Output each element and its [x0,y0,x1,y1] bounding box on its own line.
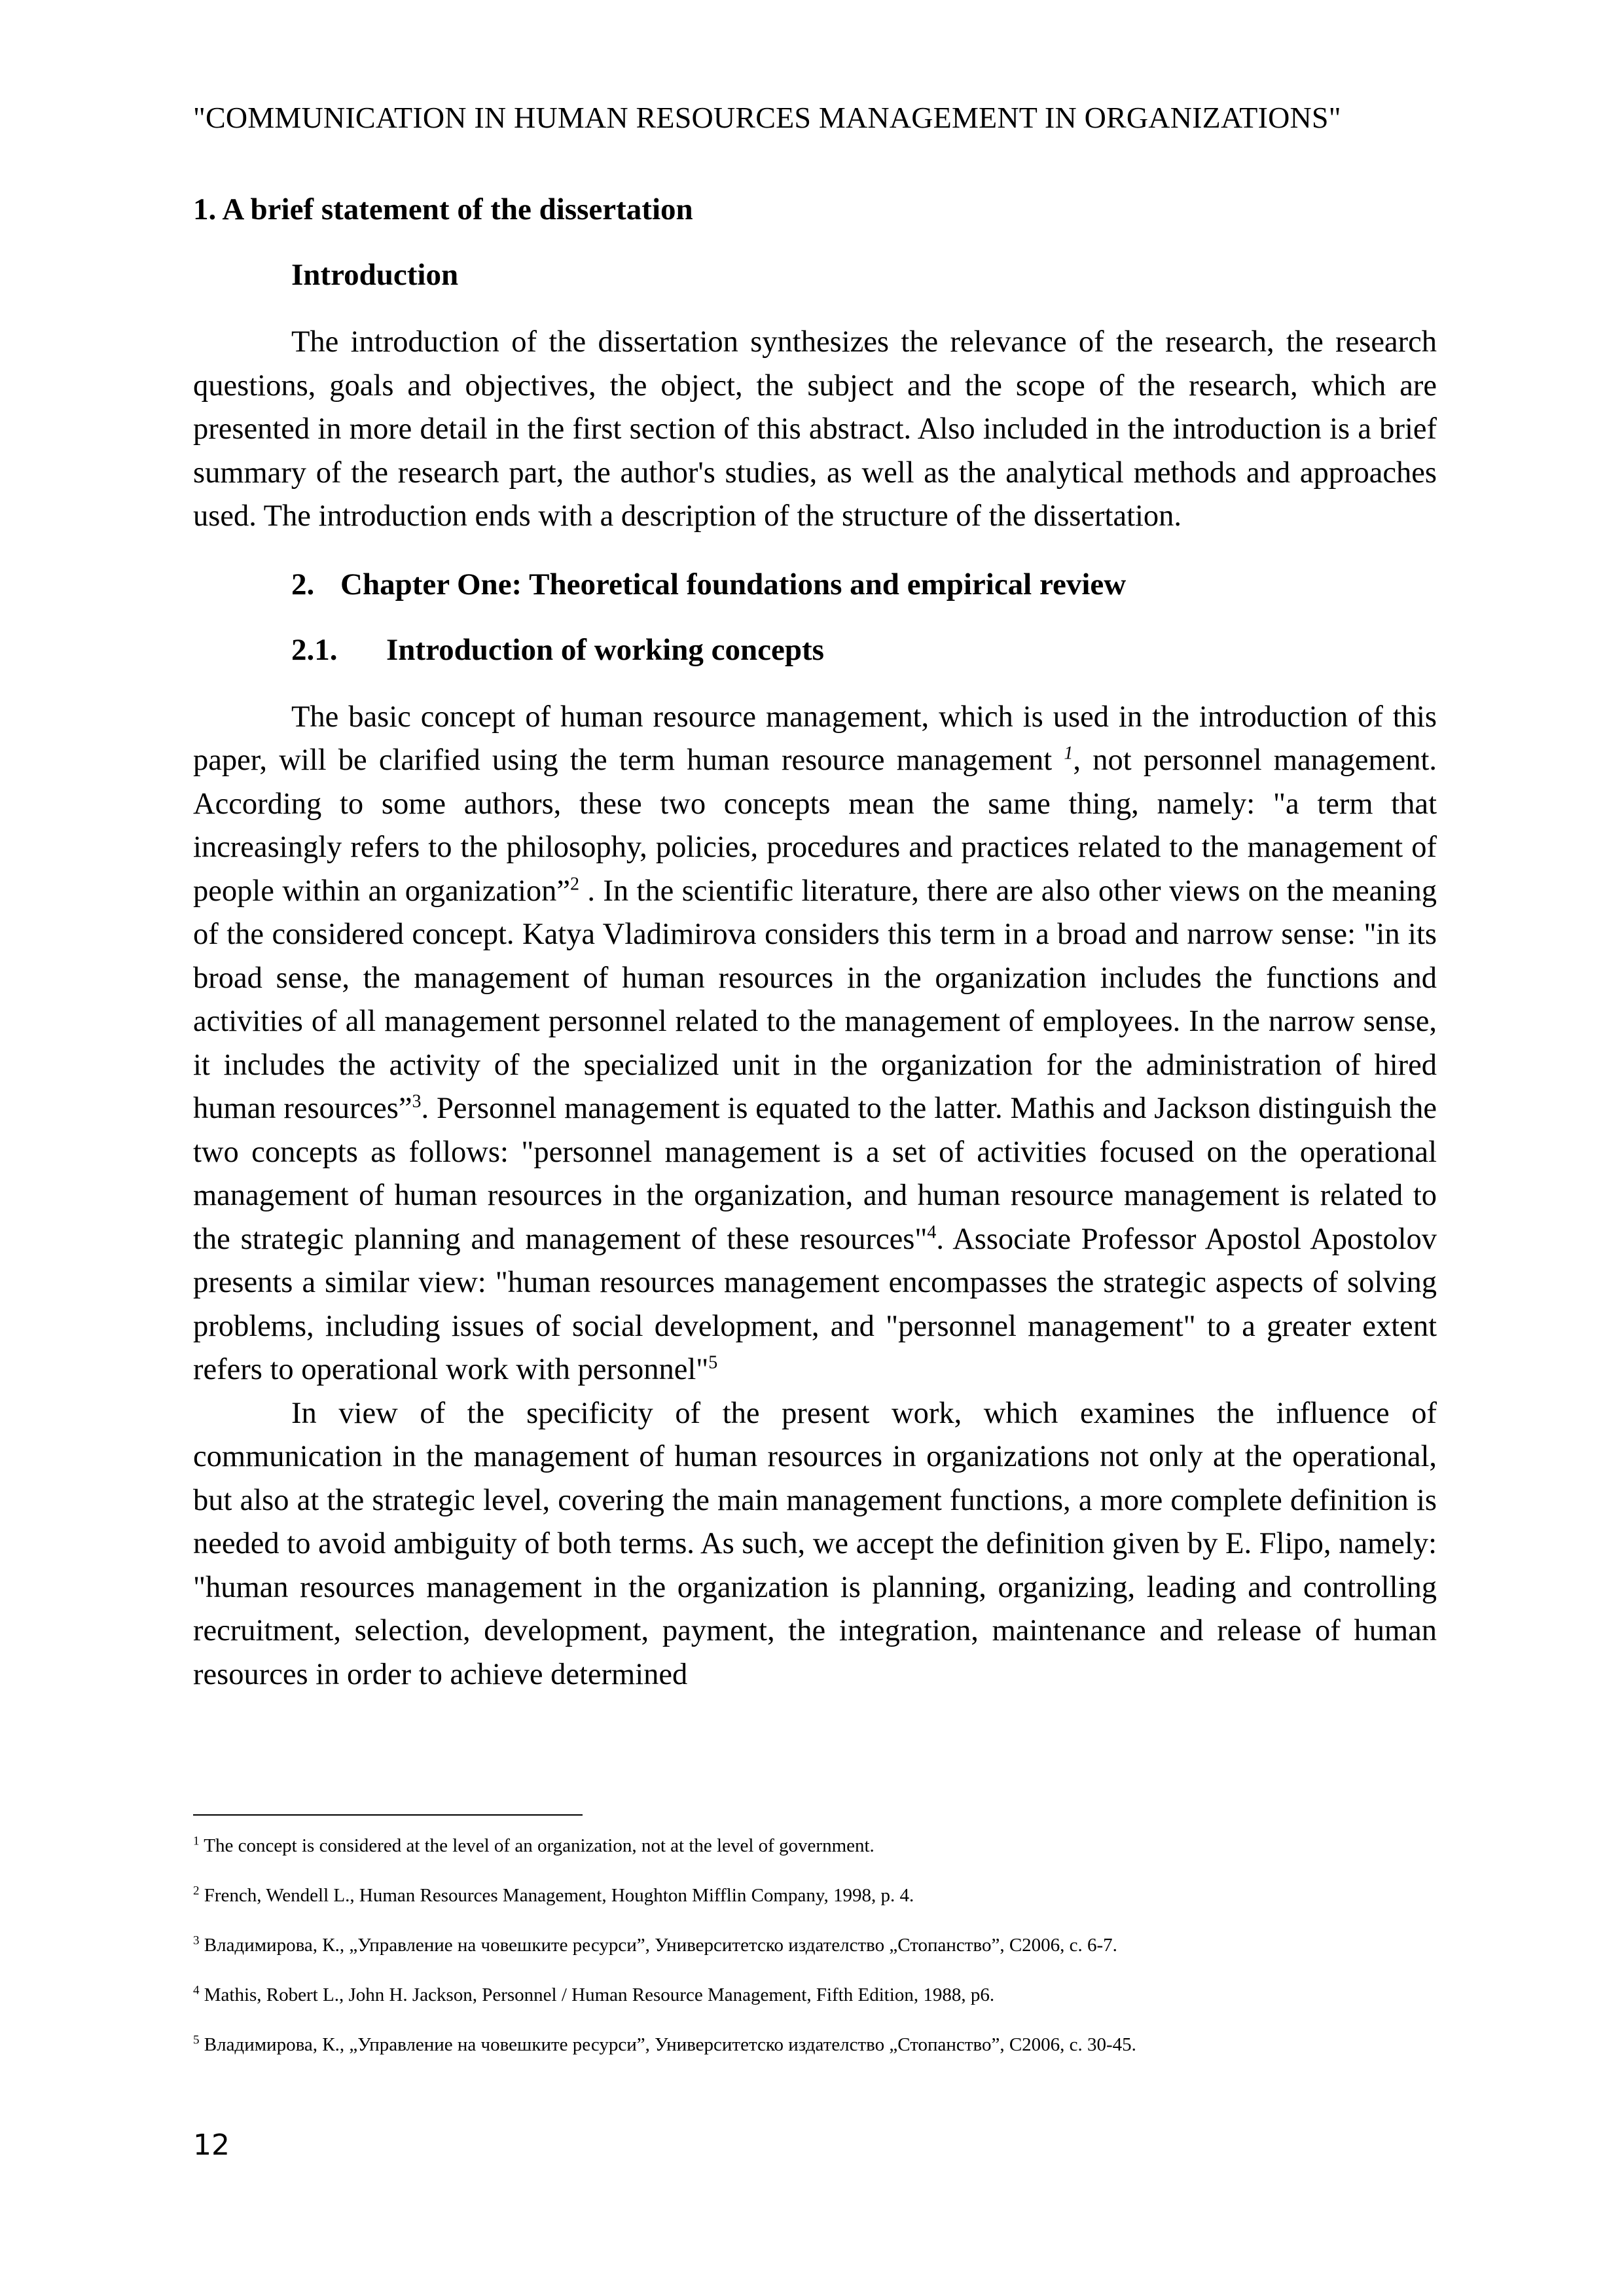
footnote-ref-5[interactable]: 5 [708,1352,718,1373]
page-number: 12 [193,2128,230,2162]
subsection-number: 2.1. [291,632,338,667]
section-heading: 1. A brief statement of the dissertation [193,192,693,226]
footnote-1 [193,1833,1437,1859]
footnote-number: 1 [193,1834,200,1848]
introduction-paragraph: The introduction of the dissertation synthesizes the relevance of the research, the research questions, goals and objectives, the object, the subject and the scope of the research, which are presented in more detail in the first section of this abstract. Also included in the introduction is a brief summary of the research part, the author's studies, as well as the analytical methods and approaches used. The introduction ends with a description of the structure of the dissertation. [193,325,1437,533]
footnote-ref-1[interactable]: 1 [1064,743,1074,764]
footnote-text: French, Wendell L., Human Resources Management, Houghton Mifflin Company, 1998, p. 4. [204,1885,914,1906]
text-segment: The basic concept of human resource management, which is used in the introduction of this paper, will be clarified using the term human resource management [193,700,1437,777]
introduction-heading: Introduction [291,258,459,292]
footnote-4 [193,1982,1437,2008]
concepts-paragraph [193,696,1437,1392]
footnote-ref-2[interactable]: 2 [570,874,580,894]
footnote-text: Владимирова, К., „Управление на човешките ресурси”, Университетско издателство „Стопанство”, С2006, с. 30-45. [204,2034,1136,2055]
subsection-heading [291,630,1437,670]
main-content [193,190,1437,1696]
footnote-number: 5 [193,2033,200,2047]
footnote-number: 3 [193,1933,200,1948]
footnote-text: Mathis, Robert L., John H. Jackson, Personnel / Human Resource Management, Fifth Edition, 1988, p6. [204,1984,995,2005]
text-segment: . In the scientific literature, there are also other views on the meaning of the considered concept. Katya Vladimirova considers this term in a broad and narrow sense: "in its broad sense, the management of human resources in the organization includes the functions and activities of all management personnel related to the management of employees. In the narrow sense, it includes the activity of the specialized unit in the organization for the administration of hired human resources” [193,874,1437,1125]
footnote-number: 4 [193,1983,200,1998]
footnotes [193,1833,1437,2081]
footnote-2 [193,1882,1437,1909]
definition-paragraph: In view of the specificity of the present work, which examines the influence of communication in the management of human resources in organizations not only at the operational, but also at the strategic level, covering the main management functions, a more complete definition is needed to avoid ambiguity of both terms. As such, we accept the definition given by E. Flipo, namely: "human resources management in the organization is planning, organizing, leading and controlling recruitment, selection, development, payment, the integration, maintenance and release of human resources in order to achieve determined [193,1396,1437,1691]
running-header: "COMMUNICATION IN HUMAN RESOURCES MANAGEMENT IN ORGANIZATIONS" [193,101,1341,134]
text-segment: . Personnel management is equated to the latter. Mathis and Jackson distinguish the two concepts as follows: "personnel management is a set of activities focused on the operational management of human resources in the organization, and human resource management is related to the strategic planning and management of these resources" [193,1092,1437,1256]
text-segment: , not personnel management. According to some authors, these two concepts mean the same thing, namely: "a term that increasingly refers to the philosophy, policies, procedures and practices related to the management of people within an organization” [193,744,1437,908]
footnote-text: Владимирова, К., „Управление на човешките ресурси”, Университетско издателство „Стопанство”, С2006, с. 6-7. [204,1935,1117,1956]
footnote-ref-4[interactable]: 4 [927,1222,937,1242]
footnote-ref-3[interactable]: 3 [412,1091,422,1112]
chapter-title: Chapter One: Theoretical foundations and empirical review [340,567,1127,601]
subsection-title: Introduction of working concepts [386,632,824,667]
chapter-number: 2. [291,567,315,601]
footnote-5 [193,2032,1437,2058]
footnote-3 [193,1932,1437,1958]
chapter-heading [291,565,1437,604]
footnote-text: The concept is considered at the level of an organization, not at the level of government. [204,1835,875,1856]
footnote-separator [193,1814,583,1816]
footnote-number: 2 [193,1884,200,1898]
text-segment: . Associate Professor Apostol Apostolov presents a similar view: "human resources management encompasses the strategic aspects of solving problems, including issues of social development, and "personnel management" to a greater extent refers to operational work with personnel" [193,1222,1437,1386]
